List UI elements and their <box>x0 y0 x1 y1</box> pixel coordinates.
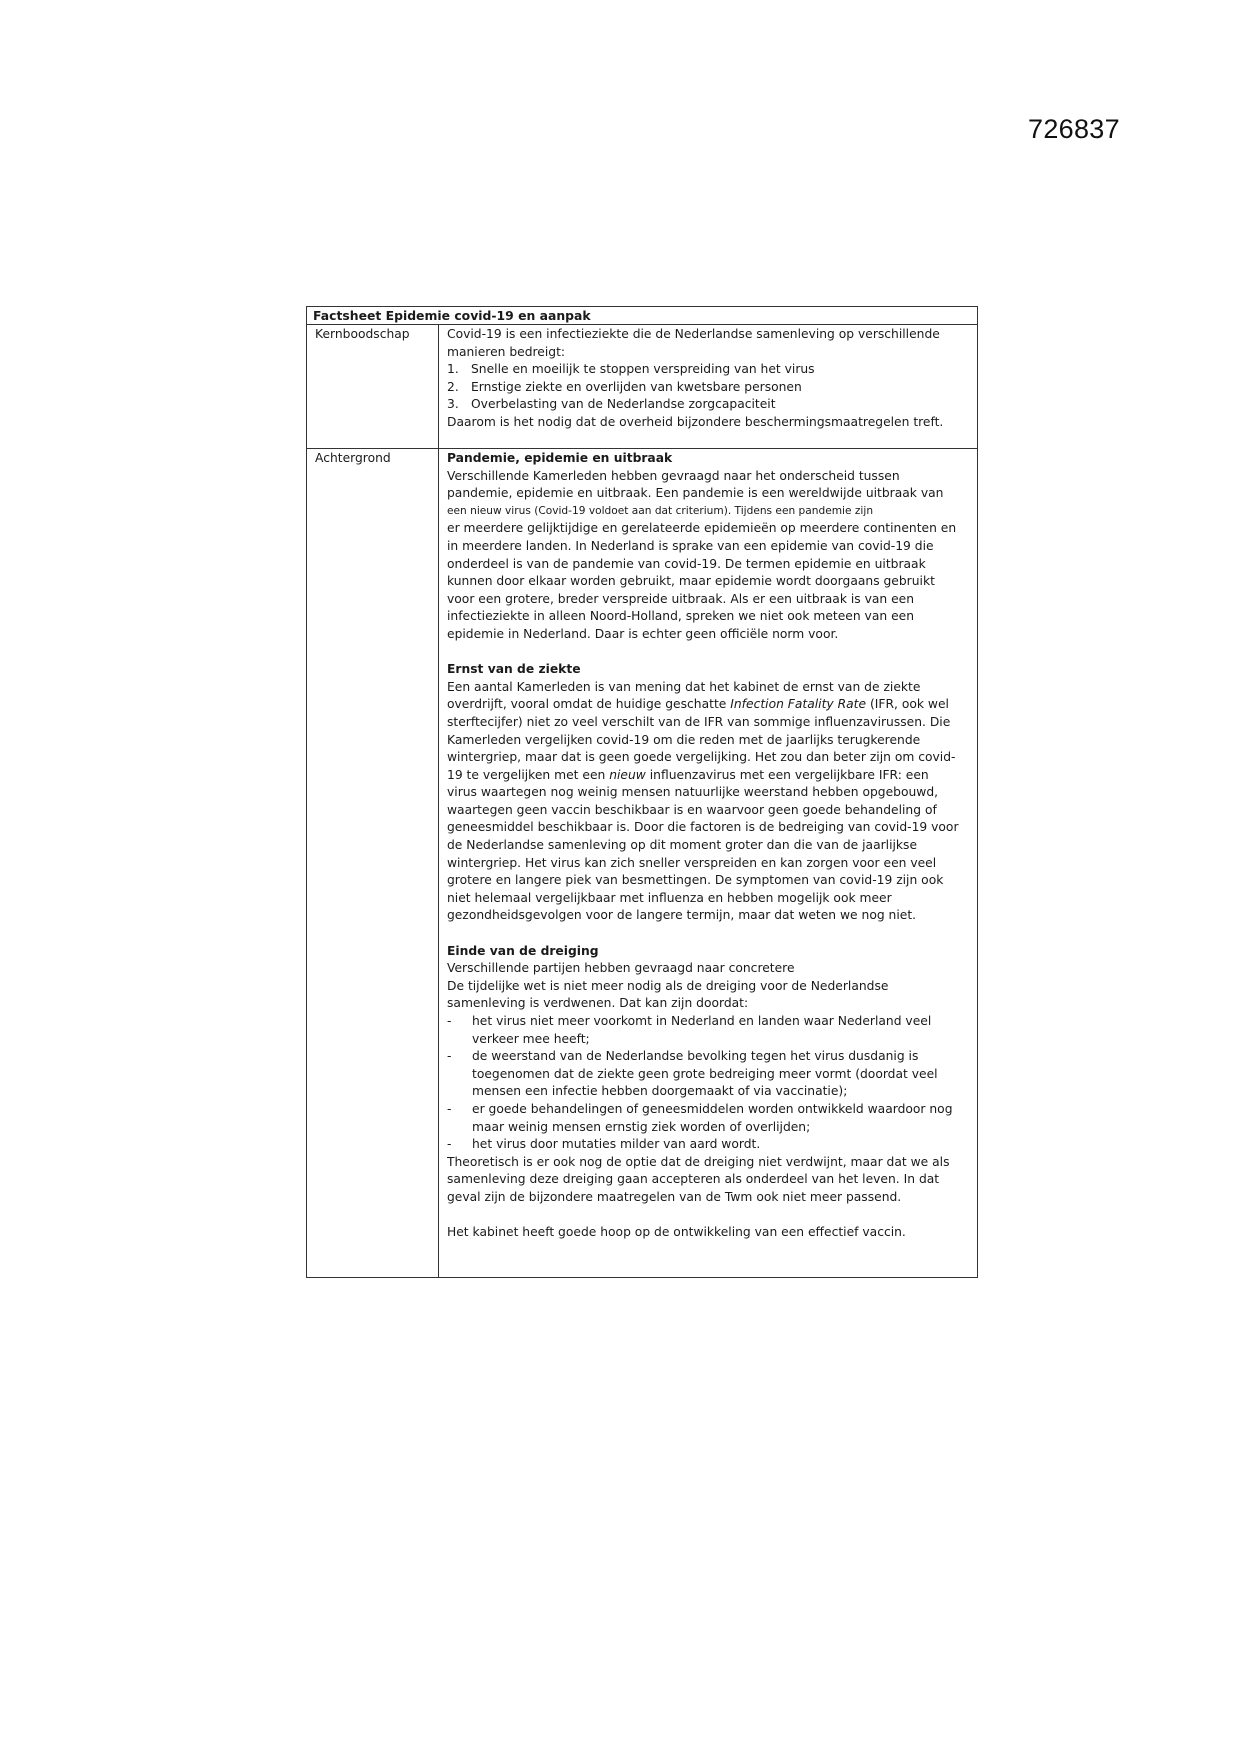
spacer <box>447 1207 971 1225</box>
text-segment: overdrijft, vooral omdat de huidige geschatte <box>447 697 731 712</box>
bullet-line: verkeer mee heeft; <box>472 1031 590 1046</box>
text-line: voor een grotere, breder verspreide uitbraak. Als er een uitbraak is van een <box>447 591 915 606</box>
text-line: Covid-19 is een infectieziekte die de Nederlandse samenleving op verschillende <box>447 327 940 341</box>
text-line: sterftecijfer) niet zo veel verschilt van de IFR van sommige influenzavirussen. Die <box>447 714 951 729</box>
text-line: manieren bedreigt: <box>447 344 566 359</box>
section-heading: Pandemie, epidemie en uitbraak <box>447 451 673 465</box>
closing-statement: Het kabinet heeft goede hoop op de ontwikkeling van een effectief vaccin. <box>447 1225 906 1240</box>
text-segment: 19 te vergelijken met een <box>447 767 610 782</box>
text-line: er meerdere gelijktijdige en gerelateerde epidemieën op meerdere continenten en <box>447 521 957 536</box>
bullet-dash: - <box>447 1101 452 1116</box>
document-number: 726837 <box>1028 114 1120 144</box>
achtergrond-row <box>307 449 977 1277</box>
text-line <box>447 767 971 785</box>
text-line: samenleving is verdwenen. Dat kan zijn doordat: <box>447 996 749 1011</box>
item-text: Snelle en moeilijk te stoppen verspreiding van het virus <box>471 362 815 377</box>
italic-term: nieuw <box>609 767 646 782</box>
bullet-dash: - <box>447 1049 452 1064</box>
bullet-item <box>447 1048 971 1101</box>
text-line: infectieziekte in alleen Noord-Holland, spreken we niet ook meteen van een <box>447 609 914 624</box>
item-number: 1. <box>447 362 459 377</box>
text-line: Verschillende Kamerleden hebben gevraagd naar het onderscheid tussen <box>447 468 900 483</box>
kernboodschap-label: Kernboodschap <box>307 325 439 448</box>
bullet-text <box>472 1136 760 1154</box>
bullet-line: het virus door mutaties milder van aard wordt. <box>472 1137 761 1152</box>
text-line: onderdeel is van de pandemie van covid-19. De termen epidemie en uitbraak <box>447 556 926 571</box>
factsheet-table <box>306 306 978 1278</box>
kernboodschap-content <box>439 325 977 448</box>
text-line: Theoretisch is er ook nog de optie dat de dreiging niet verdwijnt, maar dat we als <box>447 1154 950 1169</box>
text-line: geval zijn de bijzondere maatregelen van de Twm ook niet meer passend. <box>447 1189 902 1204</box>
bullet-line: het virus niet meer voorkomt in Nederland en landen waar Nederland veel <box>472 1014 932 1028</box>
text-line: de Nederlandse samenleving op dit moment groter dan die van de jaarlijkse <box>447 838 918 853</box>
item-number: 2. <box>447 379 459 394</box>
achtergrond-label: Achtergrond <box>307 449 439 1277</box>
text-segment: (IFR, ook wel <box>866 697 949 712</box>
section-heading: Einde van de dreiging <box>447 943 599 958</box>
text-line: Een aantal Kamerleden is van mening dat het kabinet de ernst van de ziekte <box>447 679 921 694</box>
text-line: gezondheidsgevolgen voor de langere termijn, maar dat weten we nog niet. <box>447 908 917 923</box>
factsheet-title: Factsheet Epidemie covid-19 en aanpak <box>307 307 977 325</box>
text-line: wintergriep, maar dat is geen goede vergelijking. Het zou dan beter zijn om covid- <box>447 750 956 765</box>
bullet-line: de weerstand van de Nederlandse bevolking tegen het virus dusdanig is <box>472 1049 919 1064</box>
text-line: Kamerleden vergelijken covid-19 om die reden met de jaarlijks terugkerende <box>447 732 921 747</box>
spacer <box>447 644 971 662</box>
item-text: Ernstige ziekte en overlijden van kwetsbare personen <box>471 379 802 394</box>
bullet-dash: - <box>447 1014 452 1028</box>
numbered-item <box>447 361 971 379</box>
numbered-item <box>447 396 971 414</box>
text-line: virus waartegen nog weinig mensen natuurlijke weerstand hebben opgebouwd, <box>447 785 939 800</box>
achtergrond-content <box>439 449 977 1277</box>
bullet-text <box>472 1013 931 1048</box>
text-line: wintergriep. Het virus kan zich sneller verspreiden en kan zorgen voor een veel <box>447 855 937 870</box>
bullet-item <box>447 1136 971 1154</box>
item-text: Overbelasting van de Nederlandse zorgcapaciteit <box>471 397 776 412</box>
text-line: waartegen geen vaccin beschikbaar is en waarvoor geen goede behandeling of <box>447 802 937 817</box>
item-number: 3. <box>447 397 459 412</box>
text-line: niet helemaal vergelijkbaar met influenza en hebben mogelijk ook meer <box>447 890 892 905</box>
bullet-item <box>447 1013 971 1048</box>
text-line: een nieuw virus (Covid-19 voldoet aan dat criterium). Tijdens een pandemie zijn <box>447 504 874 517</box>
bullet-line: maar weinig mensen ernstig ziek worden of overlijden; <box>472 1119 811 1134</box>
bullet-text <box>472 1048 938 1101</box>
text-line: kunnen door elkaar worden gebruikt, maar epidemie wordt doorgaans gebruikt <box>447 574 935 589</box>
text-line: epidemie in Nederland. Daar is echter geen officiële norm voor. <box>447 626 839 641</box>
text-line: Daarom is het nodig dat de overheid bijzondere beschermingsmaatregelen treft. <box>447 414 944 429</box>
bullet-text <box>472 1101 953 1136</box>
text-line: geneesmiddel beschikbaar is. Door die factoren is de bedreiging van covid-19 voor <box>447 820 959 835</box>
text-line: in meerdere landen. In Nederland is sprake van een epidemie van covid-19 die <box>447 538 934 553</box>
text-line: Verschillende partijen hebben gevraagd naar concretere <box>447 961 795 976</box>
text-line: pandemie, epidemie en uitbraak. Een pandemie is een wereldwijde uitbraak van <box>447 486 944 501</box>
bullet-item <box>447 1101 971 1136</box>
bullet-line: toegenomen dat de ziekte geen grote bedreiging meer vormt (doordat veel <box>472 1066 938 1081</box>
italic-term: Infection Fatality Rate <box>730 697 867 712</box>
section-heading: Ernst van de ziekte <box>447 662 581 677</box>
bullet-line: er goede behandelingen of geneesmiddelen worden ontwikkeld waardoor nog <box>472 1101 953 1116</box>
spacer <box>447 925 971 943</box>
kernboodschap-row <box>307 325 977 449</box>
text-line: samenleving deze dreiging gaan accepteren als onderdeel van het leven. In dat <box>447 1172 940 1187</box>
text-line <box>447 696 971 714</box>
numbered-item <box>447 379 971 397</box>
bullet-line: mensen een infectie hebben doorgemaakt of via vaccinatie); <box>472 1084 848 1099</box>
text-segment: influenzavirus met een vergelijkbare IFR: een <box>645 767 929 782</box>
text-line: De tijdelijke wet is niet meer nodig als de dreiging voor de Nederlandse <box>447 978 889 993</box>
text-line: grotere en langere piek van besmettingen. De symptomen van covid-19 zijn ook <box>447 873 944 888</box>
bullet-dash: - <box>447 1137 452 1152</box>
